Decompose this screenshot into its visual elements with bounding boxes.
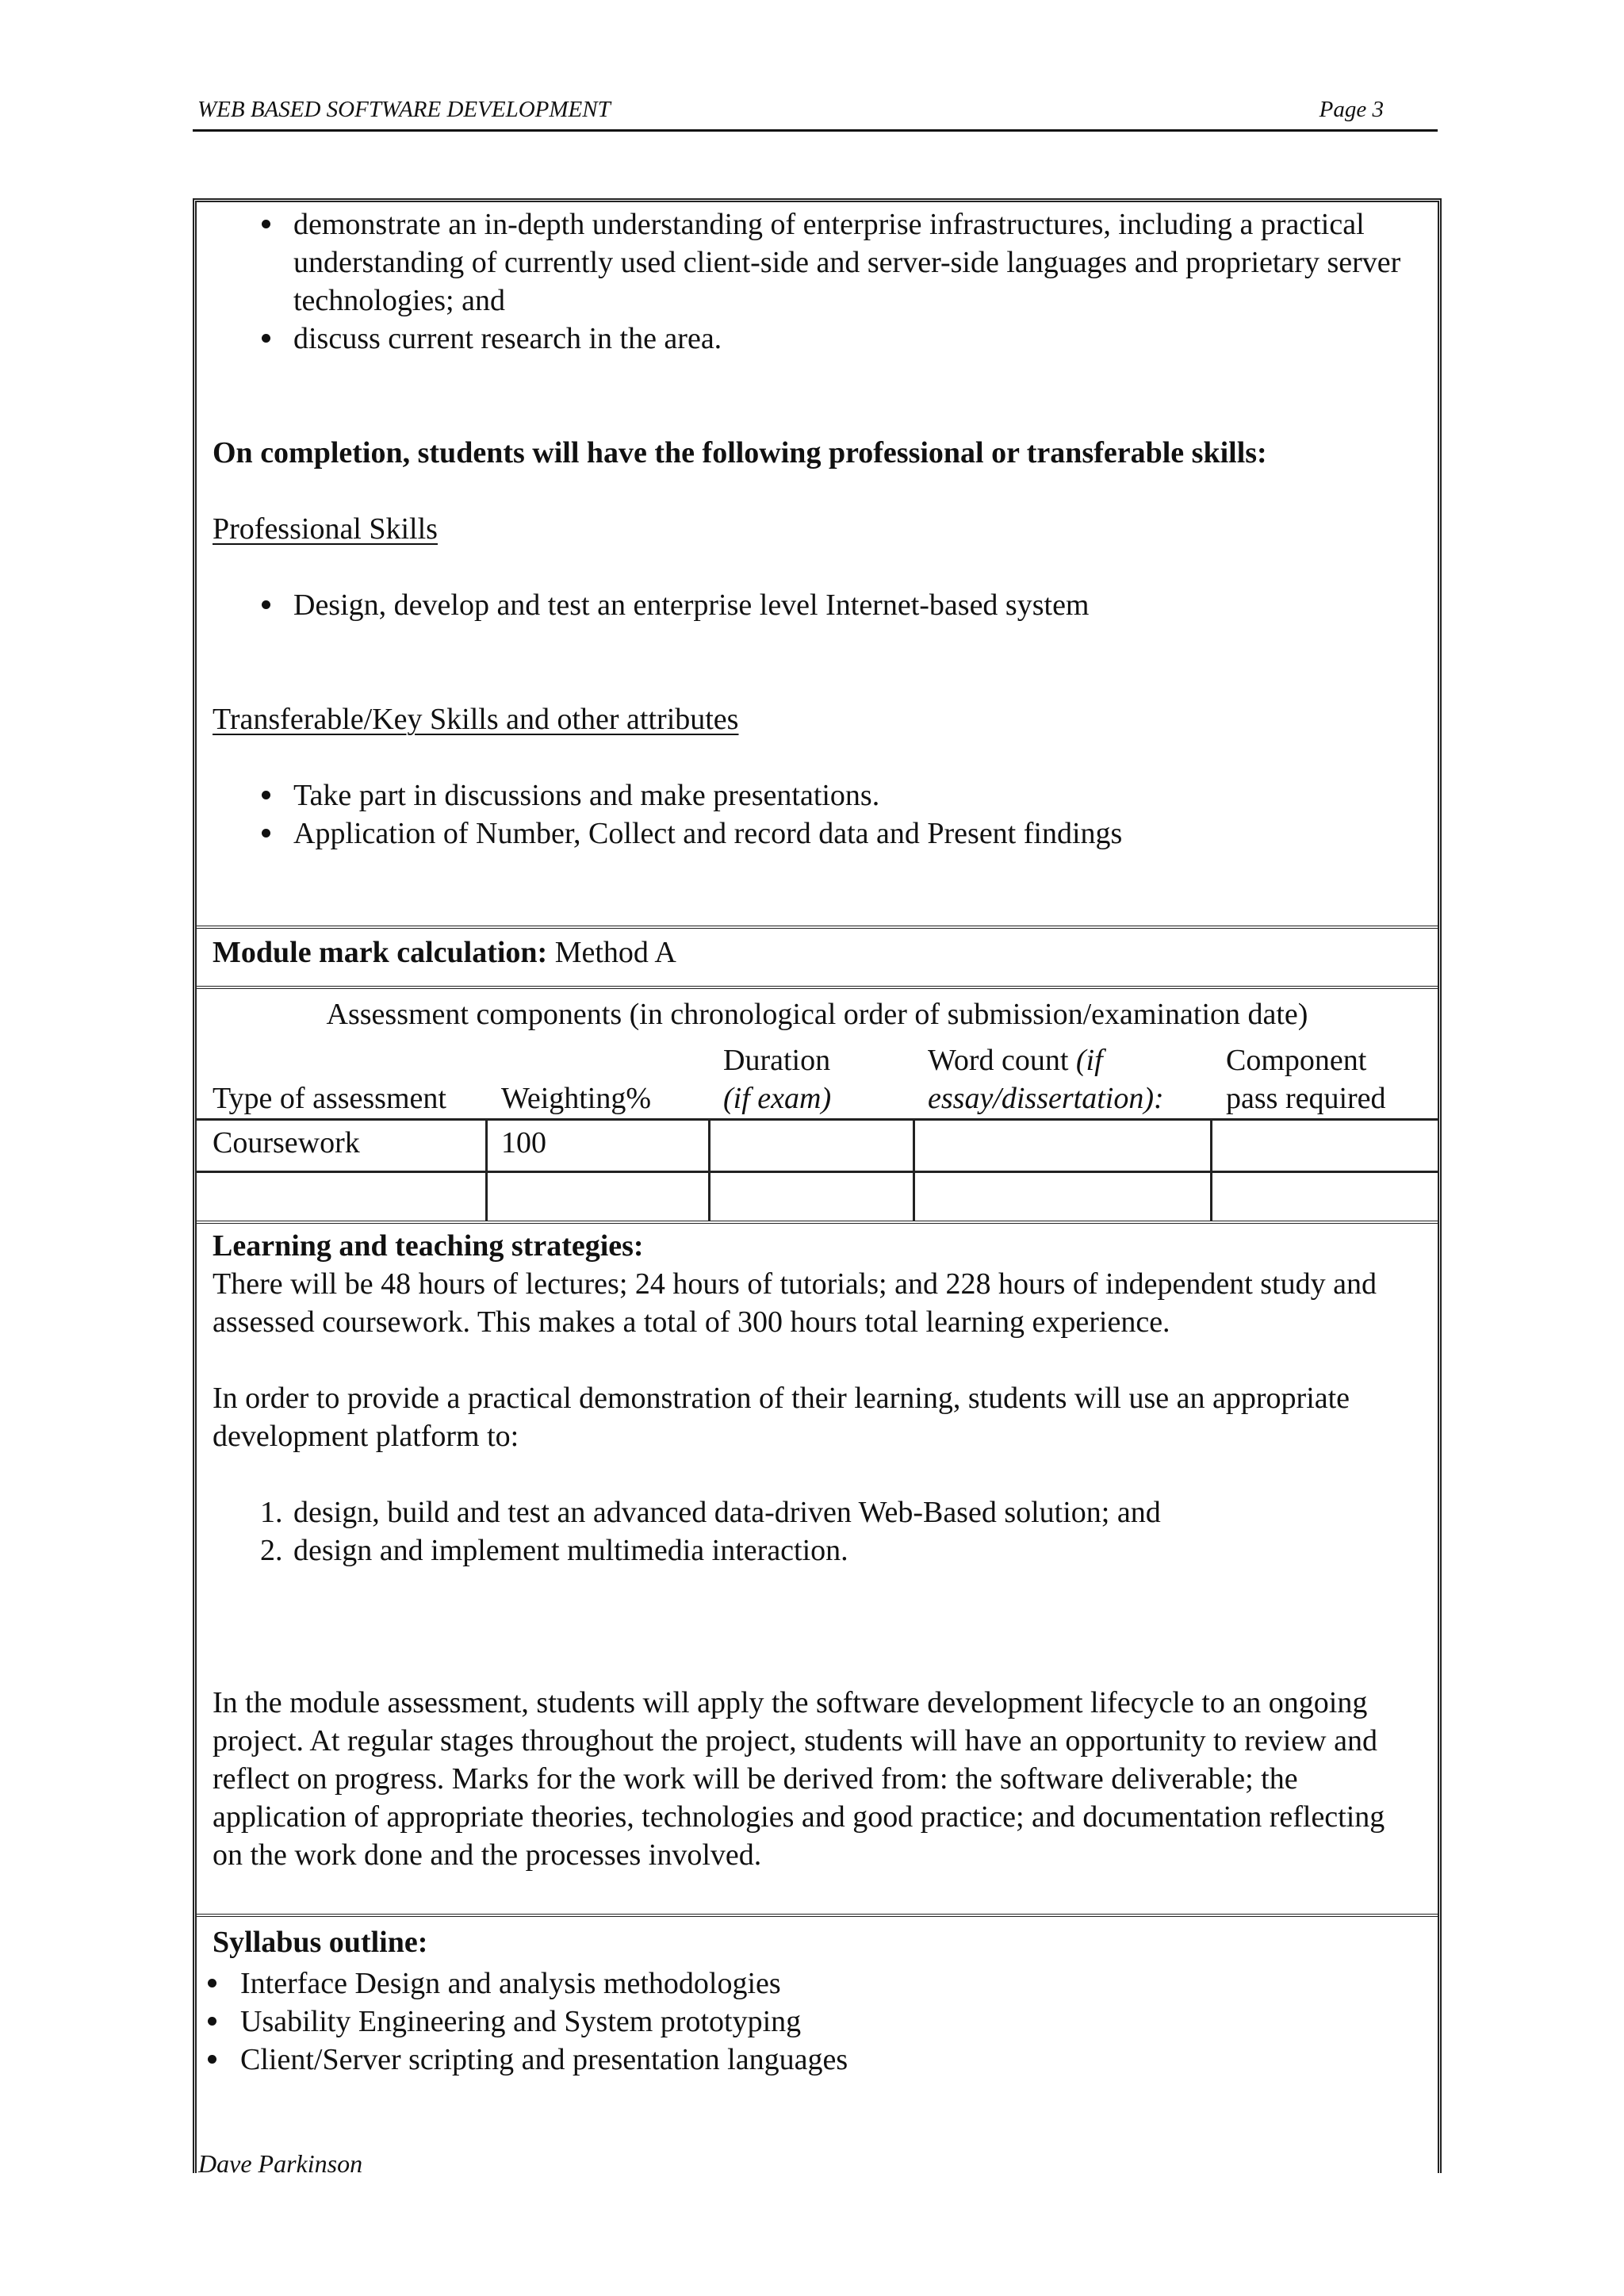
module-table bbox=[193, 198, 1442, 2173]
footer-author: Dave Parkinson bbox=[198, 2149, 363, 2178]
syllabus-list bbox=[197, 1964, 1420, 2079]
table-rule bbox=[197, 1118, 1438, 1121]
syllabus-section bbox=[197, 1923, 1438, 2079]
header-weighting: Weighting% bbox=[501, 1082, 652, 1115]
divider bbox=[197, 1914, 1438, 1917]
skills-heading: On completion, students will have the following professional or transferable skills: bbox=[213, 436, 1267, 470]
header-word-count: Word count (if essay/dissertation): bbox=[928, 1044, 1164, 1115]
bullet-icon bbox=[208, 1979, 216, 1987]
learning-list bbox=[197, 1493, 1420, 1570]
table-cell: 100 bbox=[501, 1126, 546, 1159]
learning-paragraph: In order to provide a practical demonstration of their learning, students will use an appropriate development platform to: bbox=[213, 1382, 1350, 1453]
transferable-bullets bbox=[197, 776, 1438, 853]
assessment-header-row bbox=[197, 1041, 1438, 1117]
list-item: discuss current research in the area. bbox=[197, 320, 1414, 358]
list-item: 2. design and implement multimedia interaction. bbox=[260, 1534, 848, 1567]
document-title: WEB BASED SOFTWARE DEVELOPMENT bbox=[197, 97, 611, 122]
divider bbox=[197, 926, 1438, 929]
page-header bbox=[193, 94, 1438, 132]
bullet-icon bbox=[262, 220, 270, 228]
list-item: Design, develop and test an enterprise level Internet-based system bbox=[197, 586, 1438, 624]
table-row bbox=[197, 1124, 1438, 1168]
syllabus-heading: Syllabus outline: bbox=[213, 1926, 428, 1959]
list-item: Client/Server scripting and presentation languages bbox=[197, 2041, 1420, 2079]
list-item: 1. design, build and test an advanced data-driven Web-Based solution; and bbox=[260, 1496, 1161, 1529]
table-row bbox=[197, 1176, 1438, 1221]
header-component-pass: Component pass required bbox=[1226, 1044, 1386, 1115]
learning-section bbox=[197, 1227, 1438, 1874]
header-duration: Duration (if exam) bbox=[723, 1044, 832, 1115]
header-type: Type of assessment bbox=[213, 1082, 446, 1115]
page-number: Page 3 bbox=[1319, 97, 1384, 122]
list-item: Usability Engineering and System prototyping bbox=[197, 2003, 1420, 2041]
bullet-icon bbox=[262, 334, 270, 343]
list-item: Interface Design and analysis methodologies bbox=[197, 1964, 1420, 2003]
table-rule bbox=[197, 1171, 1438, 1173]
module-mark-label: Module mark calculation: bbox=[213, 936, 548, 969]
transferable-skills-heading: Transferable/Key Skills and other attributes bbox=[213, 703, 739, 736]
learning-paragraph: In the module assessment, students will apply the software development lifecycle to an ongoing project. At regular stages throughout the project, students will have an opportunity to review and reflect on progress. Marks for the work will be derived from: the software deliverable; the application of appropriate theories, technologies and good practice; and documentation reflecting on the work done and the processes involved. bbox=[213, 1686, 1385, 1872]
module-mark-value: Method A bbox=[554, 936, 676, 969]
assessment-caption: Assessment components (in chronological order of submission/examination date) bbox=[326, 998, 1308, 1031]
module-mark-row bbox=[197, 933, 1438, 972]
divider bbox=[197, 986, 1438, 989]
list-item: Take part in discussions and make presentations. bbox=[197, 776, 1438, 815]
bullet-icon bbox=[208, 2055, 216, 2064]
list-item: Application of Number, Collect and record data and Present findings bbox=[197, 815, 1438, 853]
outcomes-section bbox=[197, 205, 1438, 853]
list-item: demonstrate an in-depth understanding of enterprise infrastructures, including a practical understanding of currently used client-side and server-side languages and proprietary server technologies; and bbox=[197, 205, 1414, 320]
table-cell: Coursework bbox=[213, 1126, 360, 1159]
bullet-icon bbox=[262, 829, 270, 838]
professional-skills-heading: Professional Skills bbox=[213, 512, 438, 546]
learning-heading: Learning and teaching strategies: bbox=[213, 1229, 644, 1263]
divider bbox=[197, 1221, 1438, 1224]
knowledge-bullets bbox=[197, 205, 1438, 358]
bullet-icon bbox=[262, 791, 270, 799]
learning-paragraph: There will be 48 hours of lectures; 24 hours of tutorials; and 228 hours of independent study and assessed coursework. This makes a total of 300 hours total learning experience. bbox=[213, 1267, 1377, 1339]
professional-bullets bbox=[197, 586, 1438, 624]
bullet-icon bbox=[208, 2017, 216, 2026]
bullet-icon bbox=[262, 600, 270, 609]
assessment-table bbox=[197, 995, 1438, 1233]
